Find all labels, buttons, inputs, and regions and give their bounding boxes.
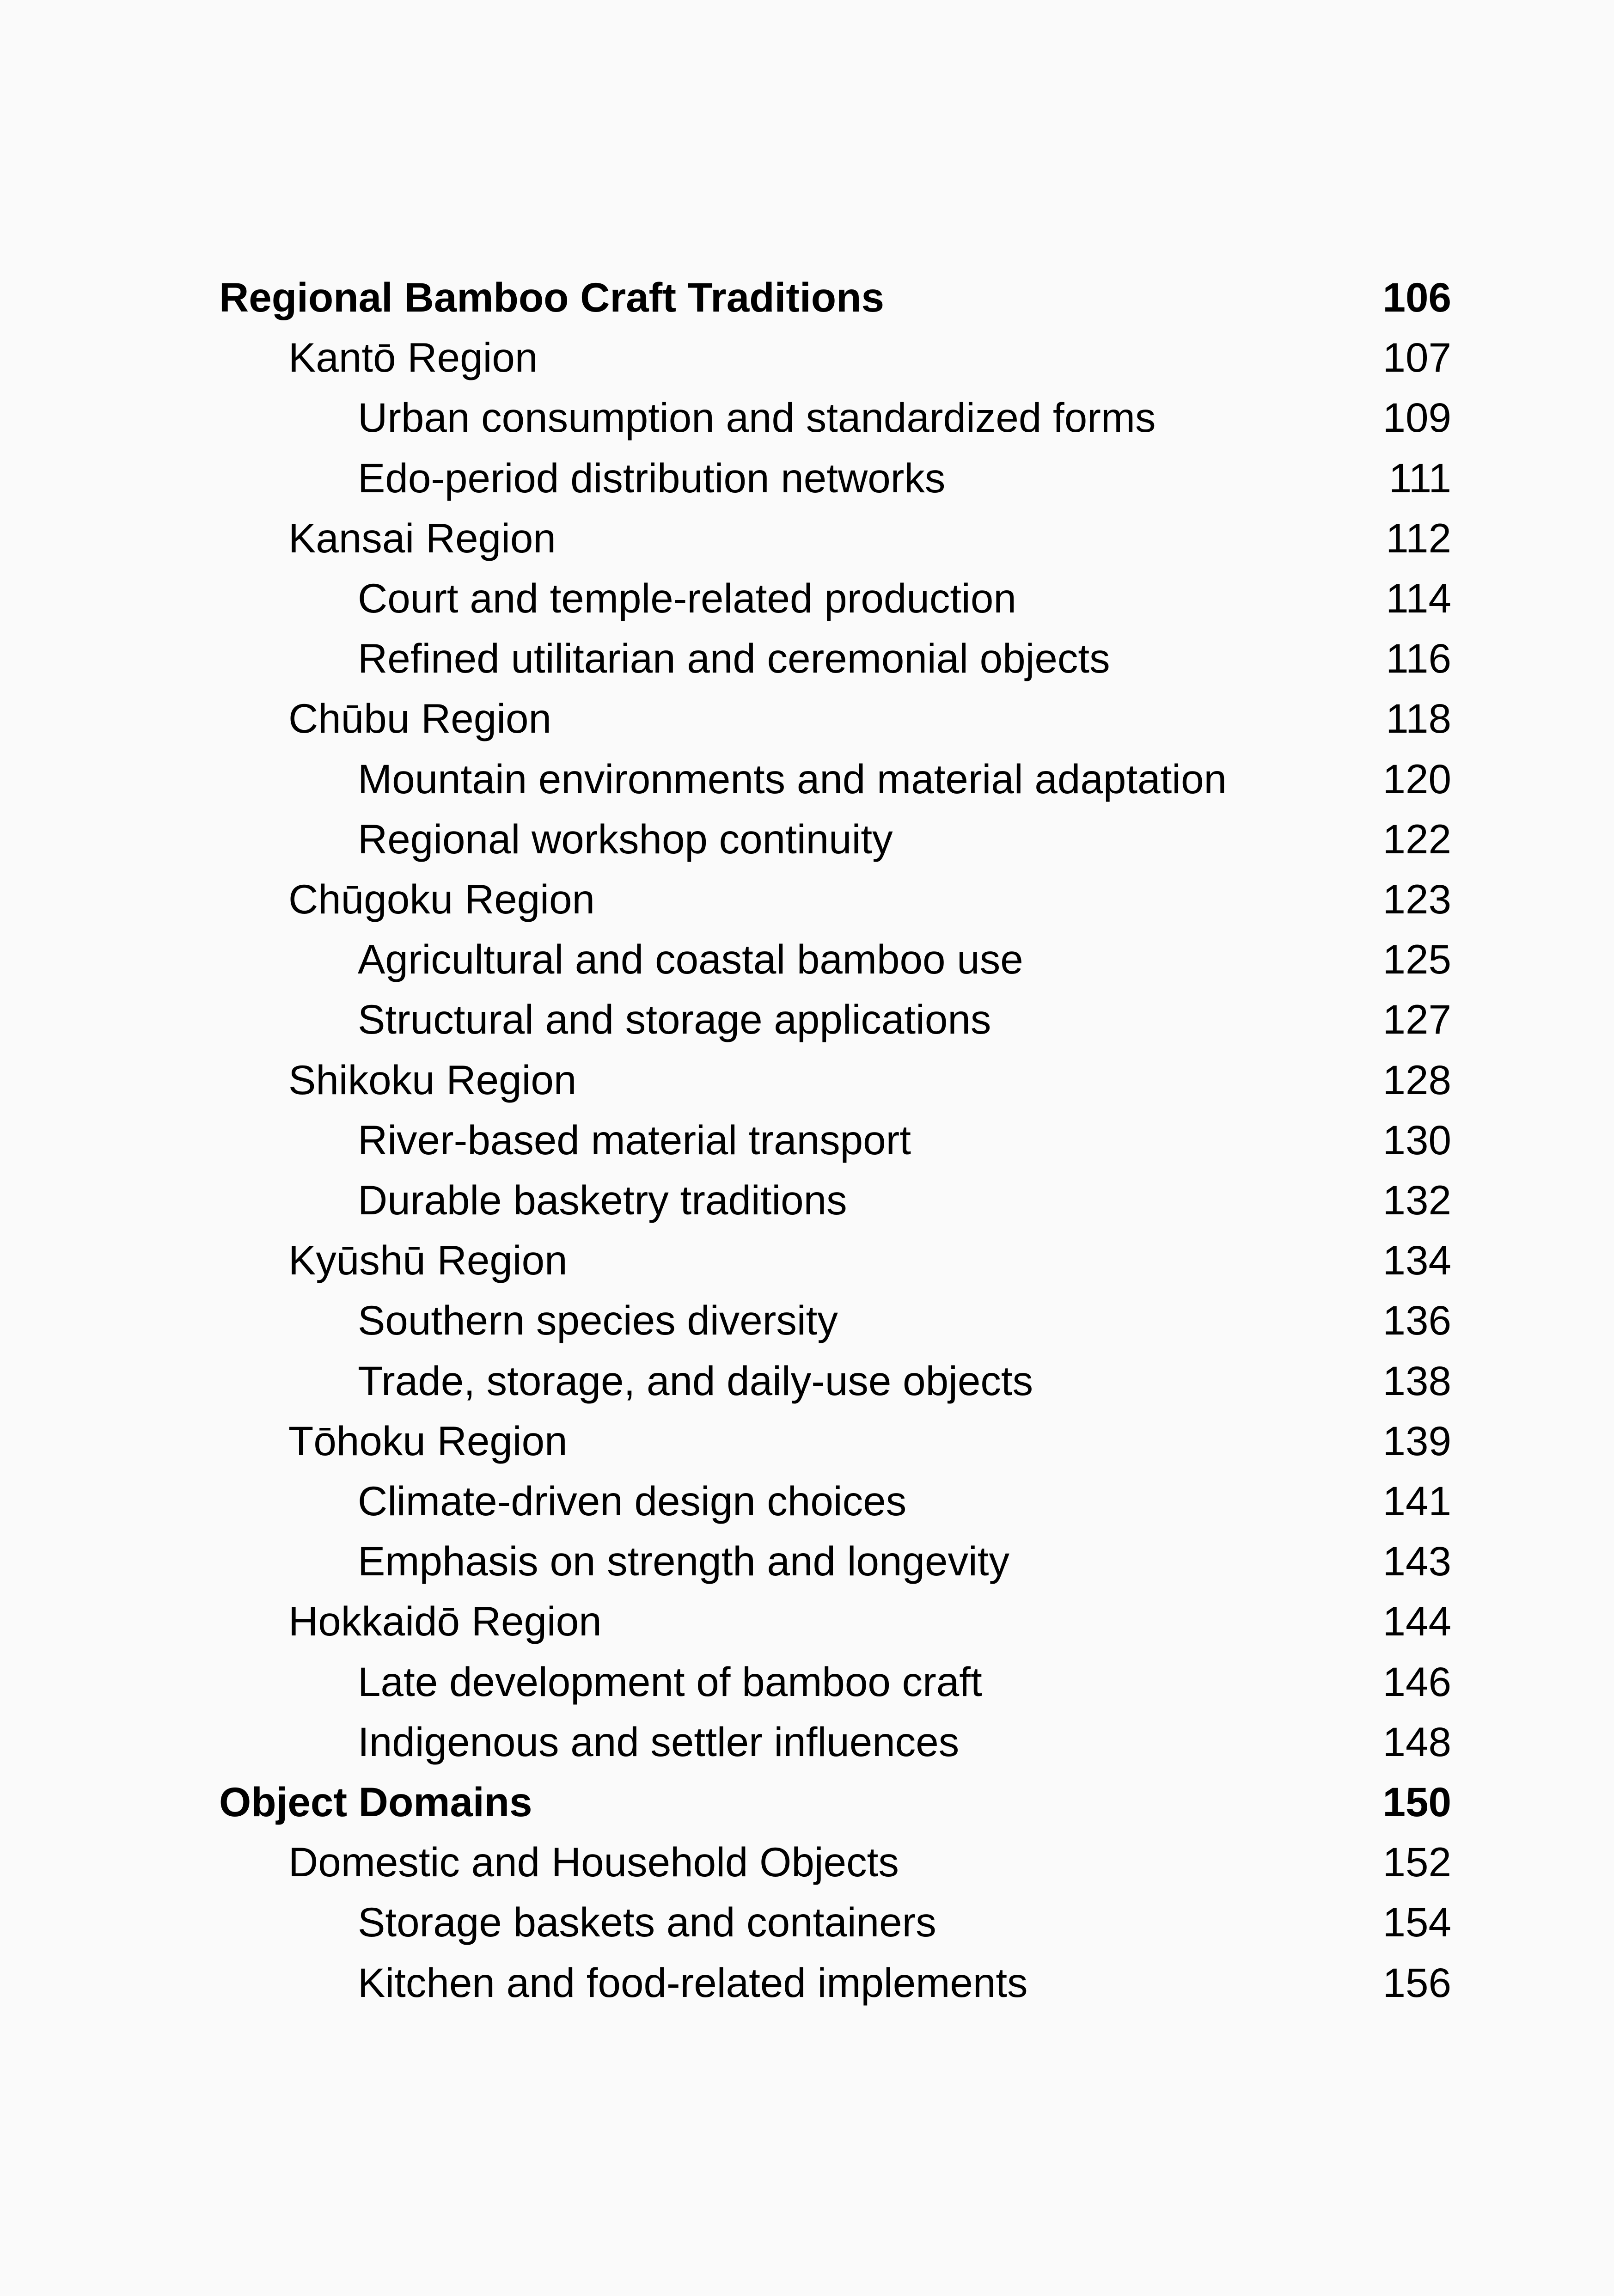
toc-entry-page-number: 154 — [1382, 1899, 1451, 1945]
toc-subentry[interactable] — [0, 1953, 1614, 2013]
toc-entry-page-number: 122 — [1382, 816, 1451, 862]
toc-subentry[interactable] — [0, 387, 1614, 447]
toc-entry-page-number: 134 — [1382, 1237, 1451, 1283]
toc-entry-title: Agricultural and coastal bamboo use — [358, 936, 1023, 982]
toc-entry-page-number: 132 — [1382, 1177, 1451, 1223]
toc-subentry[interactable] — [0, 1531, 1614, 1591]
toc-entry-title: Mountain environments and material adaptation — [358, 756, 1227, 802]
toc-entry-page-number: 152 — [1382, 1839, 1451, 1885]
toc-subentry[interactable] — [0, 1170, 1614, 1230]
toc-entry-title: Shikoku Region — [288, 1057, 577, 1103]
toc-entry-page-number: 106 — [1382, 274, 1451, 320]
toc-entry-page-number: 128 — [1382, 1057, 1451, 1103]
toc-entry-page-number: 127 — [1382, 996, 1451, 1042]
toc-entry-title: Hokkaidō Region — [288, 1598, 602, 1644]
toc-entry-title: Kyūshū Region — [288, 1237, 568, 1283]
toc-chapter-entry[interactable] — [0, 1050, 1614, 1110]
toc-entry-page-number: 111 — [1388, 455, 1451, 501]
toc-subentry[interactable] — [0, 1652, 1614, 1712]
toc-entry-page-number: 141 — [1382, 1478, 1451, 1524]
toc-entry-title: Storage baskets and containers — [358, 1899, 936, 1945]
toc-subentry[interactable] — [0, 1290, 1614, 1350]
toc-entry-title: Refined utilitarian and ceremonial objects — [358, 635, 1110, 681]
toc-entry-page-number: 148 — [1382, 1719, 1451, 1765]
toc-chapter-entry[interactable] — [0, 327, 1614, 387]
toc-entry-title: River-based material transport — [358, 1117, 911, 1163]
toc-subentry[interactable] — [0, 1351, 1614, 1411]
toc-entry-title: Climate-driven design choices — [358, 1478, 907, 1524]
toc-entry-page-number: 138 — [1382, 1358, 1451, 1404]
toc-entry-page-number: 139 — [1382, 1418, 1451, 1464]
toc-entry-page-number: 150 — [1382, 1779, 1451, 1825]
toc-entry-page-number: 156 — [1382, 1959, 1451, 2006]
toc-chapter-entry[interactable] — [0, 1591, 1614, 1651]
toc-subentry[interactable] — [0, 809, 1614, 869]
toc-entry-title: Regional Bamboo Craft Traditions — [219, 274, 884, 320]
toc-entry-page-number: 109 — [1382, 394, 1451, 441]
toc-entry-title: Trade, storage, and daily-use objects — [358, 1358, 1033, 1404]
toc-entry-page-number: 120 — [1382, 756, 1451, 802]
toc-entry-page-number: 123 — [1382, 876, 1451, 922]
toc-subentry[interactable] — [0, 989, 1614, 1049]
toc-entry-page-number: 112 — [1386, 515, 1451, 561]
toc-entry-title: Edo-period distribution networks — [358, 455, 946, 501]
toc-entry-title: Chūgoku Region — [288, 876, 595, 922]
toc-chapter-entry[interactable] — [0, 1230, 1614, 1290]
toc-entry-page-number: 114 — [1386, 575, 1451, 621]
toc-entry-title: Late development of bamboo craft — [358, 1659, 982, 1705]
toc-entry-title: Southern species diversity — [358, 1297, 838, 1343]
toc-subentry[interactable] — [0, 448, 1614, 508]
toc-entry-page-number: 146 — [1382, 1659, 1451, 1705]
toc-subentry[interactable] — [0, 1712, 1614, 1772]
toc-entry-page-number: 107 — [1382, 334, 1451, 380]
toc-subentry[interactable] — [0, 929, 1614, 989]
toc-chapter-entry[interactable] — [0, 508, 1614, 568]
toc-chapter-entry[interactable] — [0, 1832, 1614, 1892]
toc-entry-title: Kansai Region — [288, 515, 556, 561]
toc-entry-page-number: 118 — [1386, 695, 1451, 741]
toc-entry-title: Domestic and Household Objects — [288, 1839, 899, 1885]
toc-entry-title: Regional workshop continuity — [358, 816, 893, 862]
toc-chapter-entry[interactable] — [0, 1411, 1614, 1471]
toc-entry-page-number: 143 — [1382, 1538, 1451, 1584]
toc-subentry[interactable] — [0, 1892, 1614, 1952]
toc-entry-title: Chūbu Region — [288, 695, 552, 741]
toc-section-entry[interactable] — [0, 1772, 1614, 1832]
toc-entry-title: Structural and storage applications — [358, 996, 991, 1042]
toc-entry-title: Durable basketry traditions — [358, 1177, 847, 1223]
toc-subentry[interactable] — [0, 568, 1614, 628]
toc-entry-page-number: 136 — [1382, 1297, 1451, 1343]
toc-entry-page-number: 125 — [1382, 936, 1451, 982]
toc-entry-title: Emphasis on strength and longevity — [358, 1538, 1010, 1584]
toc-entry-page-number: 144 — [1382, 1598, 1451, 1644]
toc-chapter-entry[interactable] — [0, 869, 1614, 929]
toc-entry-title: Kitchen and food-related implements — [358, 1959, 1028, 2006]
toc-subentry[interactable] — [0, 628, 1614, 688]
toc-chapter-entry[interactable] — [0, 688, 1614, 748]
toc-entry-title: Object Domains — [219, 1779, 532, 1825]
toc-entry-title: Tōhoku Region — [288, 1418, 568, 1464]
toc-entry-page-number: 116 — [1386, 635, 1451, 681]
toc-section-entry[interactable] — [0, 267, 1614, 327]
toc-entry-page-number: 130 — [1382, 1117, 1451, 1163]
toc-subentry[interactable] — [0, 1110, 1614, 1170]
toc-entry-title: Kantō Region — [288, 334, 538, 380]
toc-entry-title: Urban consumption and standardized forms — [358, 394, 1156, 441]
toc-entry-title: Indigenous and settler influences — [358, 1719, 960, 1765]
toc-subentry[interactable] — [0, 749, 1614, 809]
toc-subentry[interactable] — [0, 1471, 1614, 1531]
toc-entry-title: Court and temple-related production — [358, 575, 1016, 621]
